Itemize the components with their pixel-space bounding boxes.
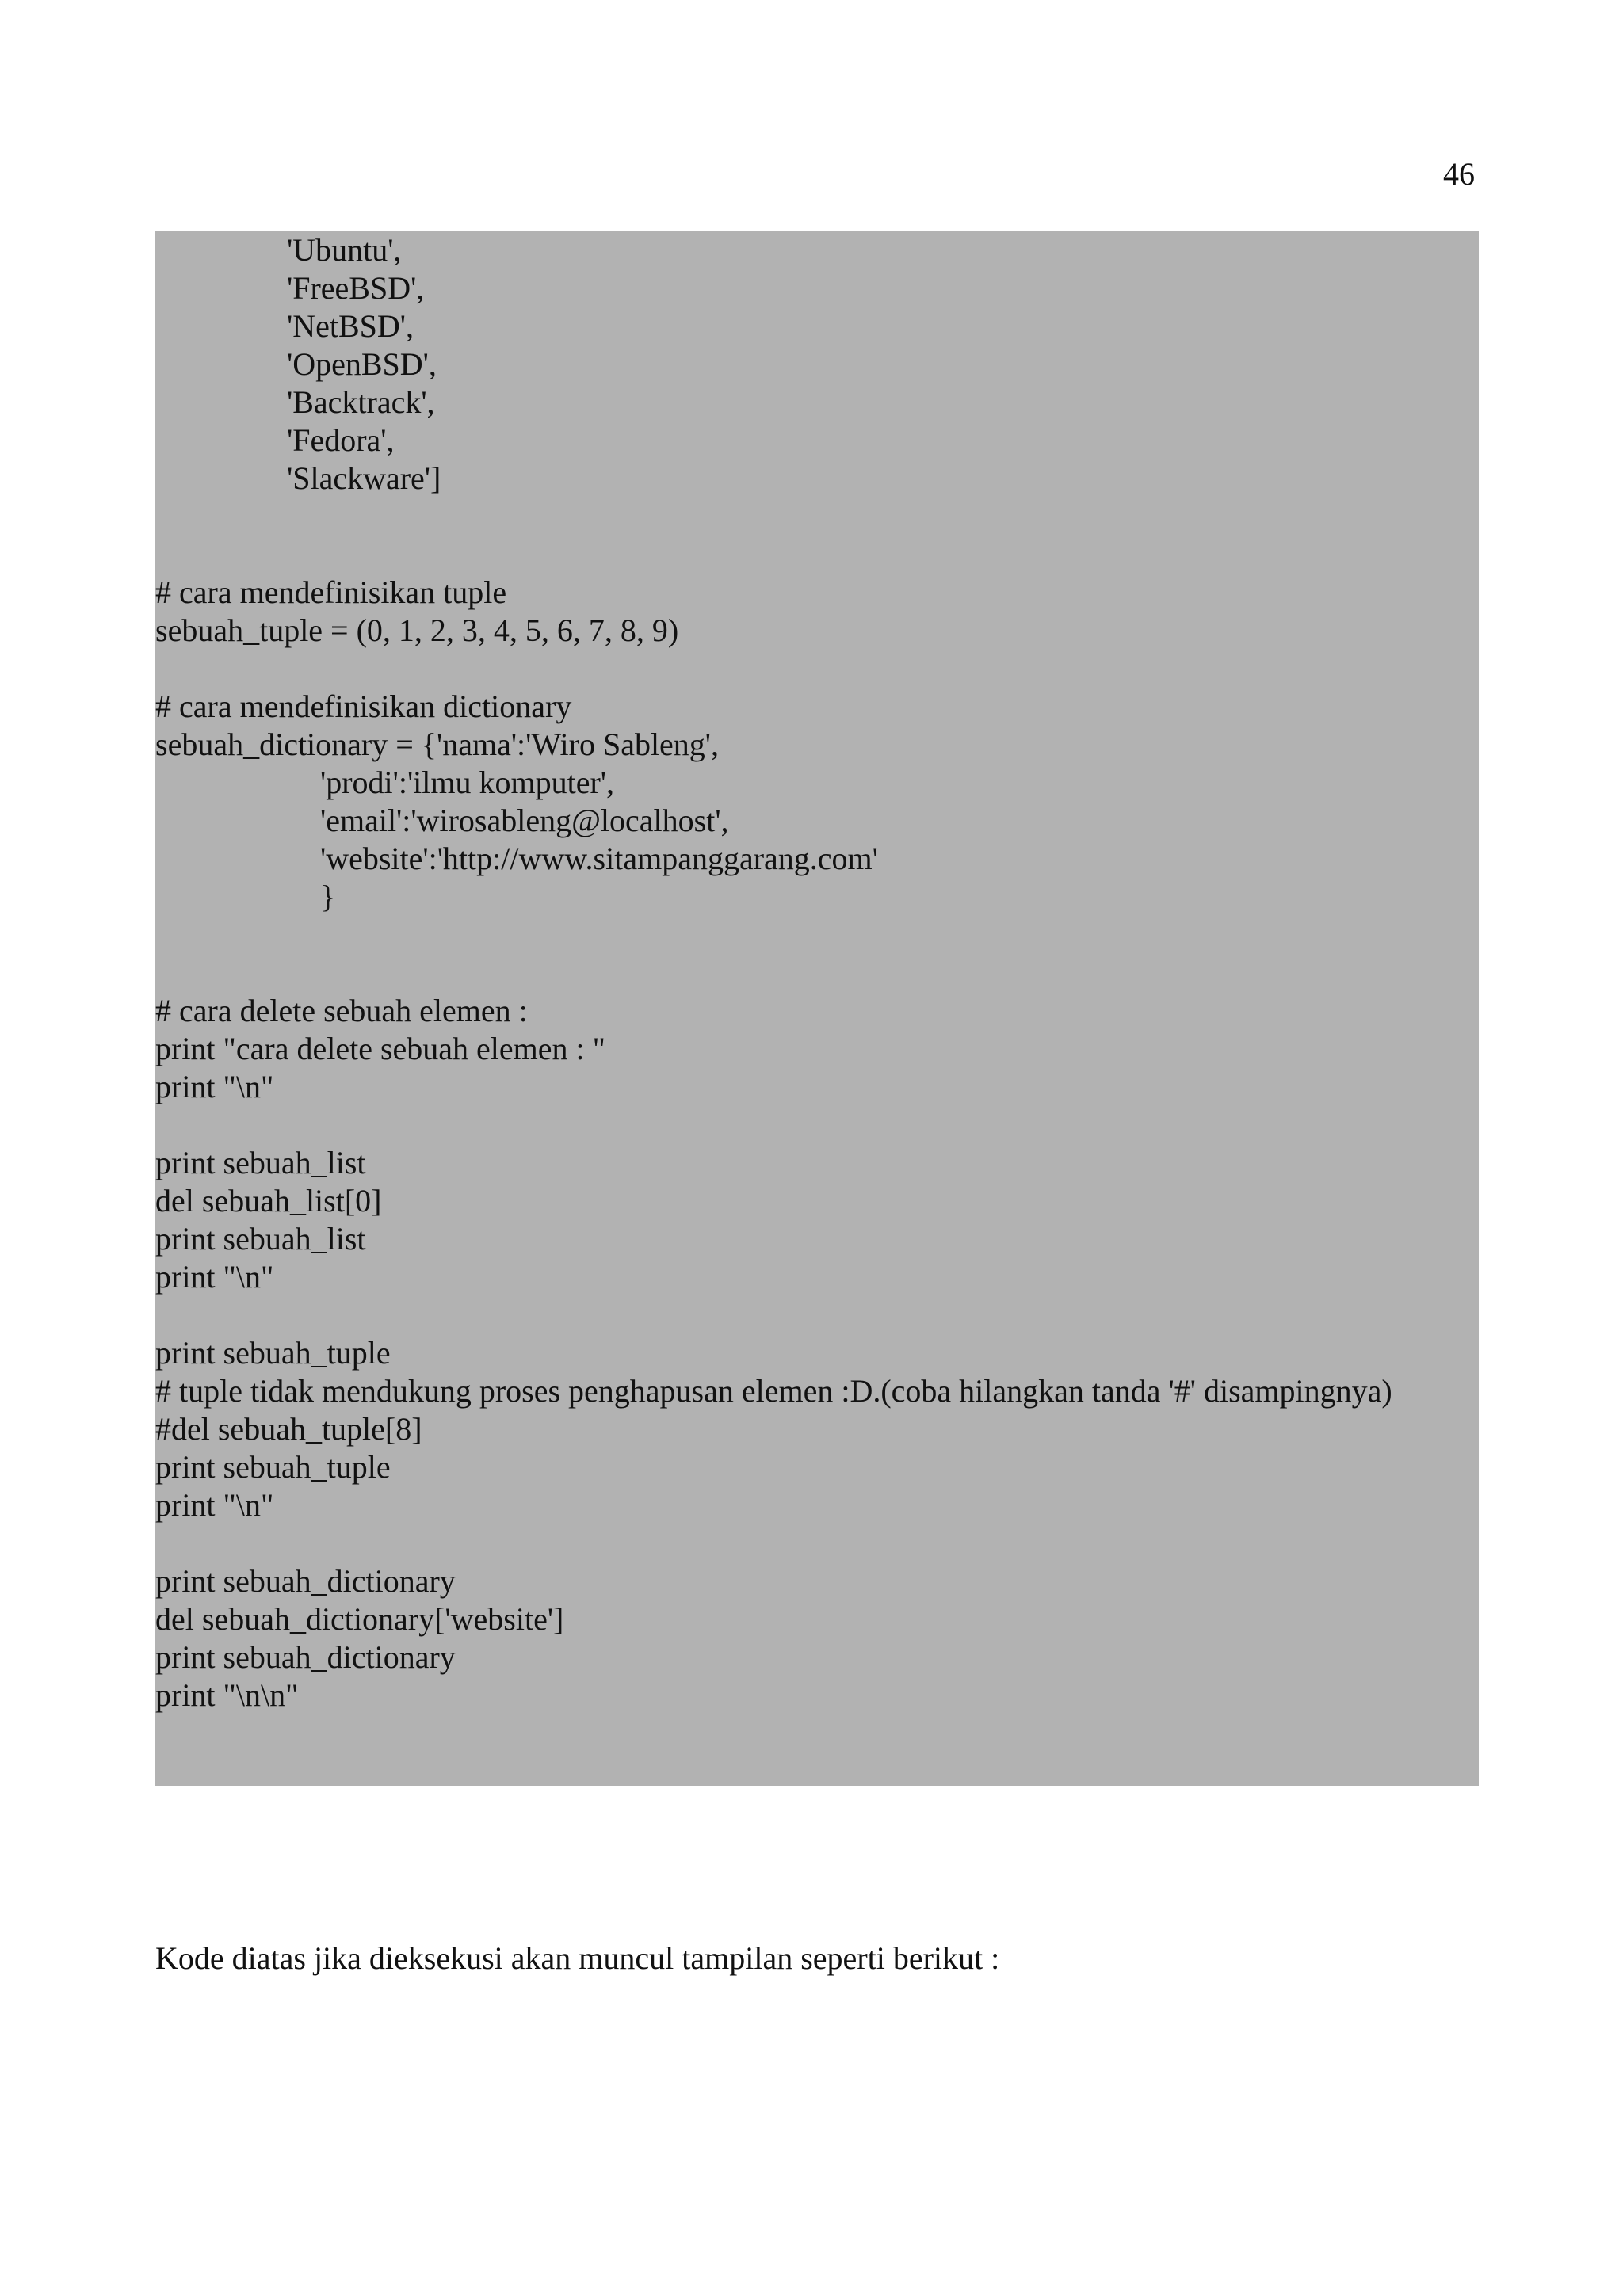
code-line [155,916,1479,954]
code-line: 'OpenBSD', [287,346,437,382]
code-line: 'Ubuntu', [287,232,402,268]
code-line: print sebuah_tuple [155,1335,391,1371]
code-line: } [320,879,336,914]
code-line: print sebuah_list [155,1221,366,1257]
code-line [155,498,1479,536]
code-line: print "cara delete sebuah elemen : " [155,1031,605,1066]
code-line: 'prodi':'ilmu komputer', [320,765,615,800]
code-line: 'Slackware'] [287,460,441,496]
code-line: print "\n" [155,1259,274,1295]
code-line: sebuah_tuple = (0, 1, 2, 3, 4, 5, 6, 7, 8, 9) [155,612,679,648]
code-line: print "\n" [155,1069,274,1104]
code-block [155,231,1479,1786]
code-line: # tuple tidak mendukung proses penghapusan elemen :D.(coba hilangkan tanda '#' disampingnya) [155,1373,1392,1409]
code-line: print sebuah_tuple [155,1449,391,1485]
code-line: # cara delete sebuah elemen : [155,993,528,1028]
code-line: del sebuah_dictionary['website'] [155,1601,564,1637]
code-line: print "\n\n" [155,1677,299,1713]
code-line [155,954,1479,992]
code-line: print "\n" [155,1487,274,1523]
caption-text: Kode diatas jika dieksekusi akan muncul tampilan seperti berikut : [155,1940,1000,1976]
code-line: 'Fedora', [287,422,395,458]
code-line: print sebuah_list [155,1145,366,1180]
code-line [155,536,1479,574]
code-line: del sebuah_list[0] [155,1183,382,1219]
code-line: 'NetBSD', [287,308,414,344]
code-line [155,1524,1479,1562]
code-line [155,650,1479,688]
code-line: print sebuah_dictionary [155,1639,456,1675]
code-line: # cara mendefinisikan dictionary [155,688,572,724]
code-line [155,1296,1479,1334]
code-line: #del sebuah_tuple[8] [155,1411,422,1447]
code-line: 'FreeBSD', [287,270,425,306]
code-line: sebuah_dictionary = {'nama':'Wiro Sableng', [155,727,720,762]
code-line [155,1106,1479,1144]
page-number: 46 [1443,156,1475,192]
code-line: # cara mendefinisikan tuple [155,574,507,610]
code-line: print sebuah_dictionary [155,1563,456,1599]
code-line: 'website':'http://www.sitampanggarang.com' [320,841,878,876]
code-line: 'email':'wirosableng@localhost', [320,803,729,838]
code-line: 'Backtrack', [287,384,435,420]
